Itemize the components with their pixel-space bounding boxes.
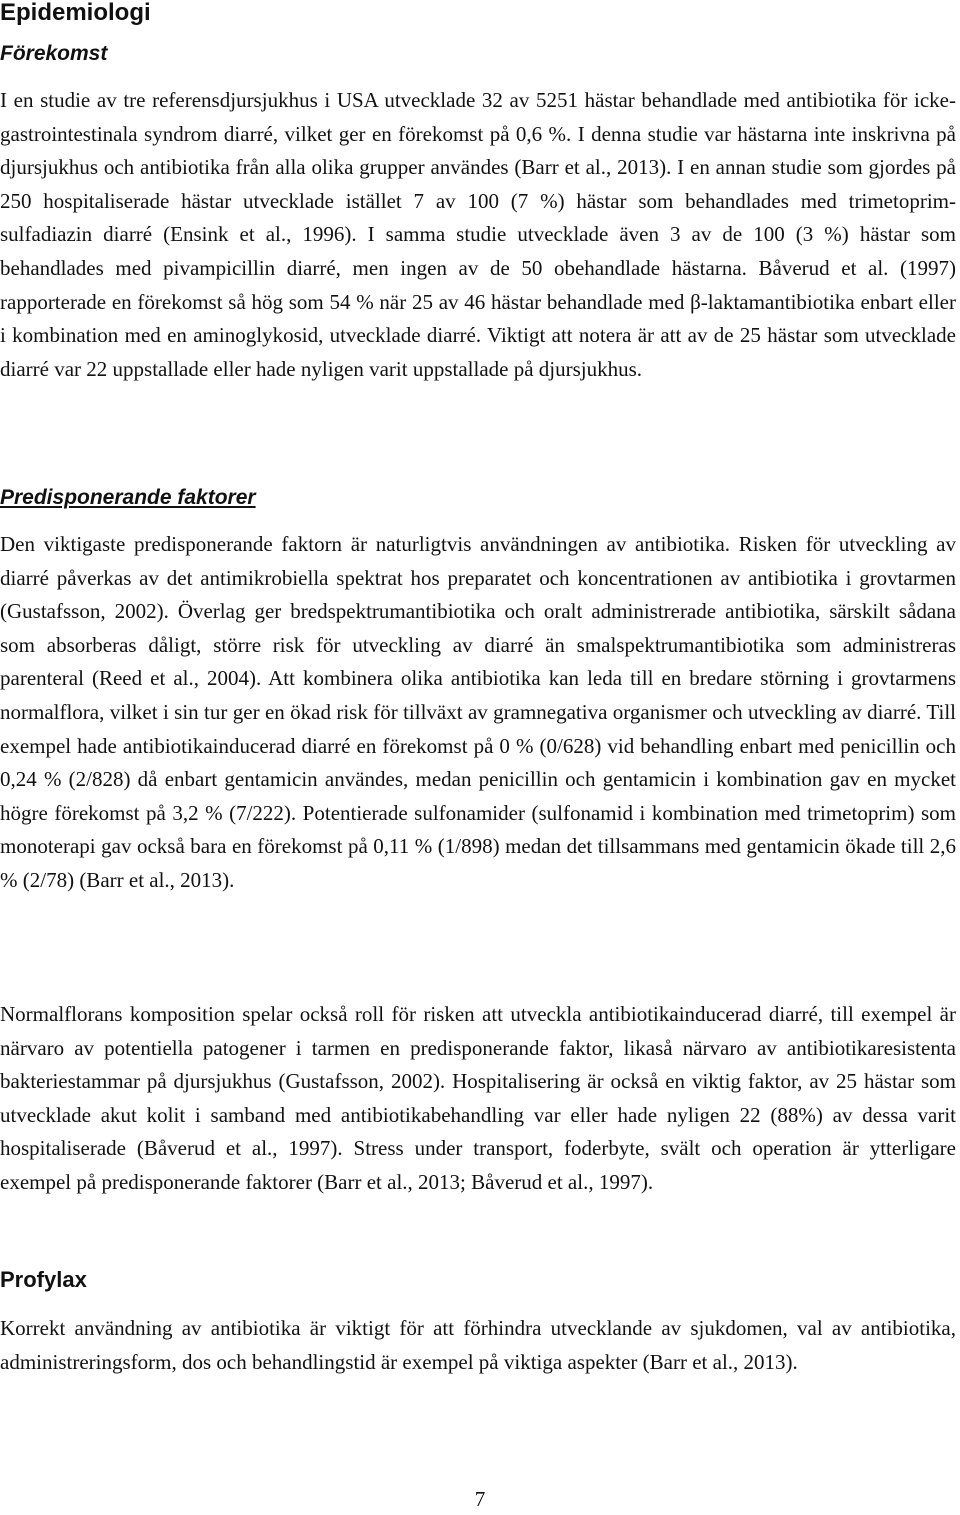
section-title-profylax: Profylax bbox=[0, 1267, 87, 1292]
paragraph-profylax: Korrekt användning av antibiotika är viktigt för att förhindra utvecklande av sjukdomen, val av antibiotika, administreringsform, dos och behandlingstid är exempel på viktiga aspekter (Barr et al., 2013). bbox=[0, 1316, 956, 1374]
section-title-epidemiologi: Epidemiologi bbox=[0, 0, 151, 26]
page-number: 7 bbox=[474, 1487, 486, 1511]
paragraph-predisponerande-1: Den viktigaste predisponerande faktorn är naturligtvis användningen av antibiotika. Risken för utveckling av diarré påverkas av det antimikrobiella spektrat hos preparatet och koncentrationen av antibiotika i grovtarmen (Gustafsson, 2002). Överlag ger bredspektrumantibiotika och oralt administrerade antibiotika, särskilt sådana som absorberas dåligt, större risk för utveckling av diarré än smalspektrumantibiotika som administreras parenteral (Reed et al., 2004). Att kombinera olika antibiotika kan leda till en bredare störning i grovtarmens normalflora, vilket i sin tur ger en ökad risk för tillväxt av gramnegativa organismer och utveckling av diarré. Till exempel hade antibiotikainducerad diarré en förekomst på 0 % (0/628) vid behandling enbart med penicillin och 0,24 % (2/828) då enbart gentamicin användes, medan penicillin och gentamicin i kombination gav en mycket högre förekomst på 3,2 % (7/222). Potentierade sulfonamider (sulfonamid i kombination med trimetoprim) som monoterapi gav också bara en förekomst på 0,11 % (1/898) medan det tillsammans med gentamicin ökade till 2,6 % (2/78) (Barr et al., 2013). bbox=[0, 532, 956, 892]
subsection-title-predisponerande: Predisponerande faktorer bbox=[0, 486, 256, 509]
subsection-title-forekomst: Förekomst bbox=[0, 42, 108, 65]
paragraph-forekomst: I en studie av tre referensdjursjukhus i USA utvecklade 32 av 5251 hästar behandlade med antibiotika för icke-gastrointestinala syndrom diarré, vilket ger en förekomst på 0,6 %. I denna studie var hästarna inte inskrivna på djursjukhus och antibiotika från alla olika grupper användes (Barr et al., 2013). I en annan studie som gjordes på 250 hospitaliserade hästar utvecklade istället 7 av 100 (7 %) hästar som behandlades med trimetoprim-sulfadiazin diarré (Ensink et al., 1996). I samma studie utvecklade även 3 av de 100 (3 %) hästar som behandlades med pivampicillin diarré, men ingen av de 50 obehandlade hästarna. Båverud et al. (1997) rapporterade en förekomst så hög som 54 % när 25 av 46 hästar behandlade med β-laktamantibiotika enbart eller i kombination med en aminoglykosid, utvecklade diarré. Viktigt att notera är att av de 25 hästar som utvecklade diarré var 22 uppstallade eller hade nyligen varit uppstallade på djursjukhus. bbox=[0, 88, 956, 381]
paragraph-predisponerande-2: Normalflorans komposition spelar också roll för risken att utveckla antibiotikainducerad diarré, till exempel är närvaro av potentiella patogener i tarmen en predisponerande faktor, likaså närvaro av antibiotikaresistenta bakteriestammar på djursjukhus (Gustafsson, 2002). Hospitalisering är också en viktig faktor, av 25 hästar som utvecklade akut kolit i samband med antibiotikabehandling var eller hade nyligen 22 (88%) av dessa varit hospitaliserade (Båverud et al., 1997). Stress under transport, foderbyte, svält och operation är ytterligare exempel på predisponerande faktorer (Barr et al., 2013; Båverud et al., 1997). bbox=[0, 1002, 956, 1194]
